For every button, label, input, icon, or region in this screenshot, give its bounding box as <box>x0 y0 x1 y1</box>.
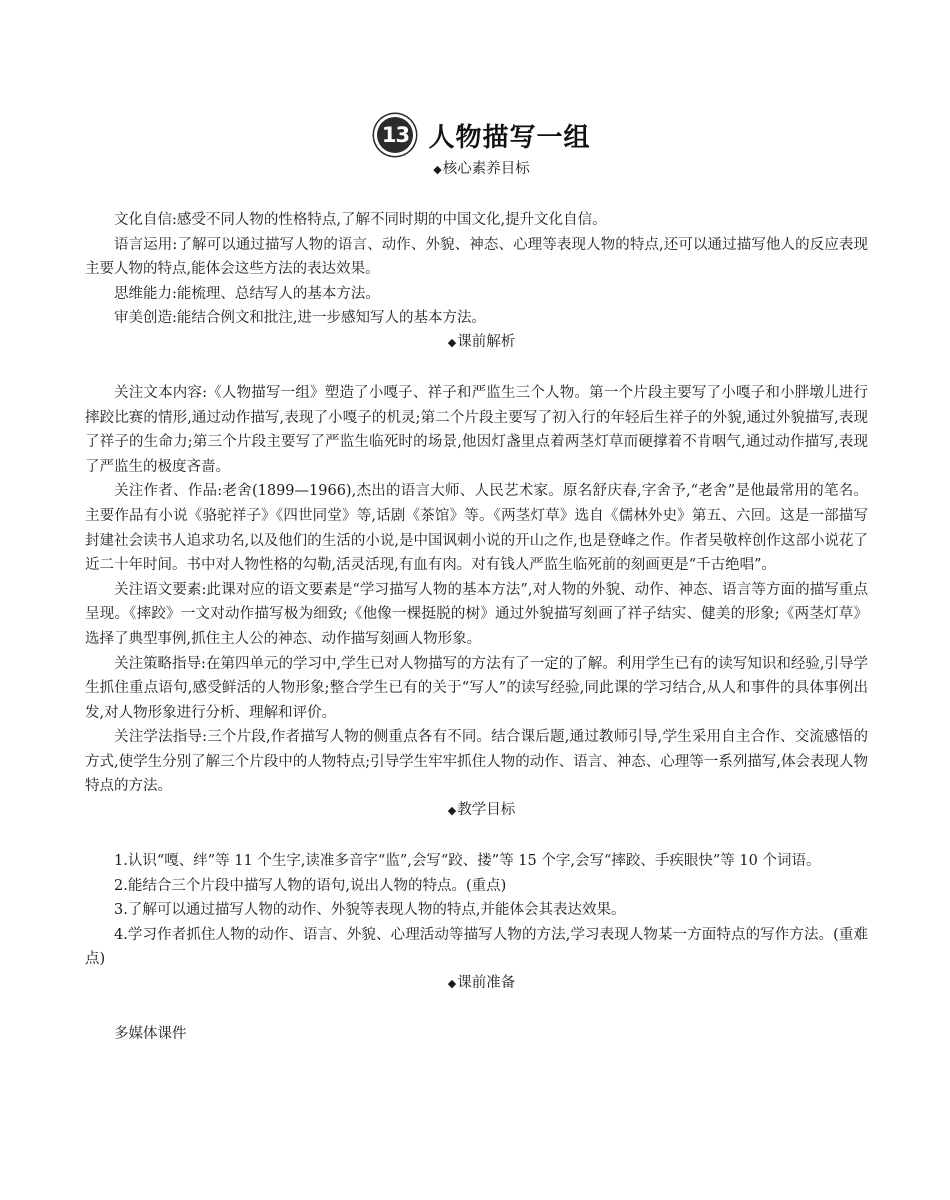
analysis-strategy-guidance: 关注策略指导:在第四单元的学习中,学生已对人物描写的方法有了一定的了解。利用学生已有的读写知识和经验,引导学生抓住重点语句,感受鲜活的人物形象;整合学生已有的关于“写人”的读写经验,同此课的学习结合,从人和事件的具体事例出发,对人物形象进行分析、理解和评价。 <box>85 655 868 721</box>
lesson-page <box>85 112 868 1047</box>
prep-materials: 多媒体课件 <box>114 1026 187 1043</box>
teaching-goal-item: 4.学习作者抓住人物的动作、语言、外貌、心理活动等描写人物的方法,学习表现人物某一方面特点的写作方法。(重难点) <box>85 926 868 968</box>
lesson-number: 13 <box>381 123 410 147</box>
analysis-study-method: 关注学法指导:三个片段,作者描写人物的侧重点各有不同。结合课后题,通过教师引导,学生采用自主合作、交流感悟的方式,使学生分别了解三个片段中的人物特点;引导学生牢牢抓住人物的动作、语言、神态、心理等一系列描写,体会表现人物特点的方法。 <box>85 729 868 795</box>
teaching-goal-item: 3.了解可以通过描写人物的动作、外貌等表现人物的特点,并能体会其表达效果。 <box>114 902 626 919</box>
analysis-text-content: 关注文本内容:《人物描写一组》塑造了小嘎子、祥子和严监生三个人物。第一个片段主要写了小嘎子和小胖墩儿进行摔跤比赛的情形,通过动作描写,表现了小嘎子的机灵;第二个片段主要写了初入行的年轻后生祥子的外貌,通过外貌描写,表现了祥子的生命力;第三个片段主要写了严监生临死时的场景,他因灯盏里点着两茎灯草而硬撑着不肯咽气,通过动作描写,表现了严监生的极度吝啬。 <box>85 384 868 475</box>
section-heading-text: 核心素养目标 <box>442 161 530 177</box>
core-goal-culture: 文化自信:感受不同人物的性格特点,了解不同时期的中国文化,提升文化自信。 <box>114 212 607 228</box>
teaching-goal-item: 1.认识“嘎、绊”等 11 个生字,读准多音字“监”,会写“跤、搂”等 15 个字,会写“摔跤、手疾眼快”等 10 个词语。 <box>114 853 821 870</box>
diamond-bullet-icon: ◆ <box>447 977 457 991</box>
section-heading-text: 教学目标 <box>457 802 516 819</box>
lesson-number-badge <box>374 114 416 156</box>
diamond-bullet-icon: ◆ <box>433 163 442 176</box>
diamond-bullet-icon: ◆ <box>447 335 457 349</box>
teaching-goal-item: 2.能结合三个片段中描写人物的语句,说出人物的特点。(重点) <box>114 877 507 894</box>
diamond-bullet-icon: ◆ <box>447 804 457 818</box>
section-heading-goals <box>95 799 868 821</box>
section-heading-core <box>95 158 868 180</box>
core-goal-thinking: 思维能力:能梳理、总结写人的基本方法。 <box>114 285 380 302</box>
section-heading-prep <box>95 972 868 994</box>
section-heading-text: 课前准备 <box>457 975 516 992</box>
section-heading-text: 课前解析 <box>457 333 516 350</box>
lesson-title: 人物描写一组 <box>428 122 591 153</box>
core-goal-language: 语言运用:了解可以通过描写人物的语言、动作、外貌、神态、心理等表现人物的特点,还可以通过描写他人的反应表现主要人物的特点,能体会这些方法的表达效果。 <box>85 236 868 278</box>
core-goal-aesthetic: 审美创造:能结合例文和批注,进一步感知写人的基本方法。 <box>114 310 486 327</box>
section-heading-analysis <box>95 331 868 353</box>
analysis-author-works: 关注作者、作品:老舍(1899—1966),杰出的语言大师、人民艺术家。原名舒庆春,字舍予,“老舍”是他最常用的笔名。主要作品有小说《骆驼祥子》《四世同堂》等,话剧《茶馆》等。《两茎灯草》选自《儒林外史》第五、六回。这是一部描写封建社会读书人追求功名,以及他们的生活的小说,是中国讽刺小说的开山之作,也是登峰之作。作者吴敬梓创作这部小说花了近二十年时间。书中对人物性格的勾勒,活灵活现,有血有肉。对有钱人严监生临死前的刻画更是“千古绝唱”。 <box>85 483 868 574</box>
analysis-language-elements: 关注语文要素:此课对应的语文要素是“学习描写人物的基本方法”,对人物的外貌、动作、神态、语言等方面的描写重点呈现。《摔跤》一文对动作描写极为细致;《他像一棵挺脱的树》通过外貌描写刻画了祥子结实、健美的形象;《两茎灯草》选择了典型事例,抓住主人公的神态、动作描写刻画人物形象。 <box>85 581 868 647</box>
lesson-title-row <box>97 112 868 158</box>
